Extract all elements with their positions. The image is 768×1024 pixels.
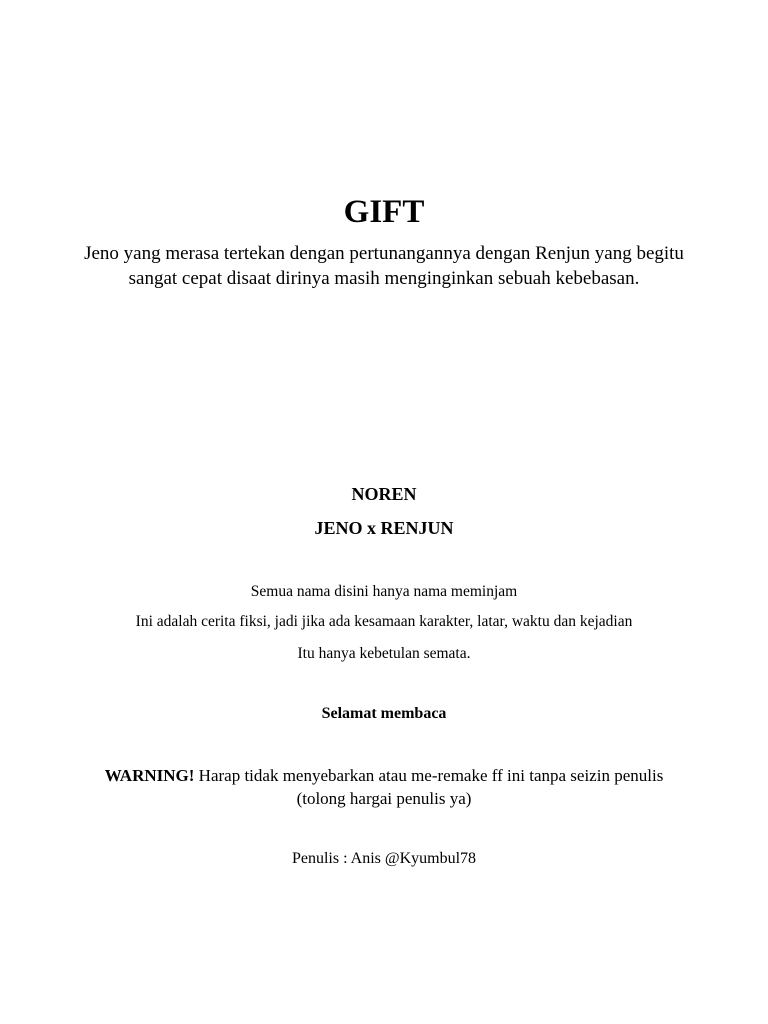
- disclaimer-line-1: Semua nama disini hanya nama meminjam: [250, 583, 518, 600]
- synopsis-paragraph: Jeno yang merasa tertekan dengan pertunangannya dengan Renjun yang begitu sangat cepat disaat dirinya masih menginginkan sebuah kebebasan.: [84, 243, 684, 289]
- disclaimer-line-2: Ini adalah cerita fiksi, jadi jika ada kesamaan karakter, latar, waktu dan kejadian: [135, 613, 633, 630]
- warning-notice: [104, 764, 664, 810]
- document-title: GIFT: [343, 194, 425, 230]
- greeting-text: Selamat membaca: [321, 705, 447, 722]
- disclaimer-line-3: Itu hanya kebetulan semata.: [297, 645, 471, 662]
- pairing-short-name: NOREN: [351, 484, 417, 504]
- warning-text: Harap tidak menyebarkan atau me-remake ff ini tanpa seizin penulis (tolong hargai penulis ya): [194, 766, 664, 808]
- author-credit: Penulis : Anis @Kyumbul78: [291, 850, 477, 867]
- warning-label: WARNING!: [104, 766, 195, 785]
- pairing-full-name: JENO x RENJUN: [314, 518, 454, 538]
